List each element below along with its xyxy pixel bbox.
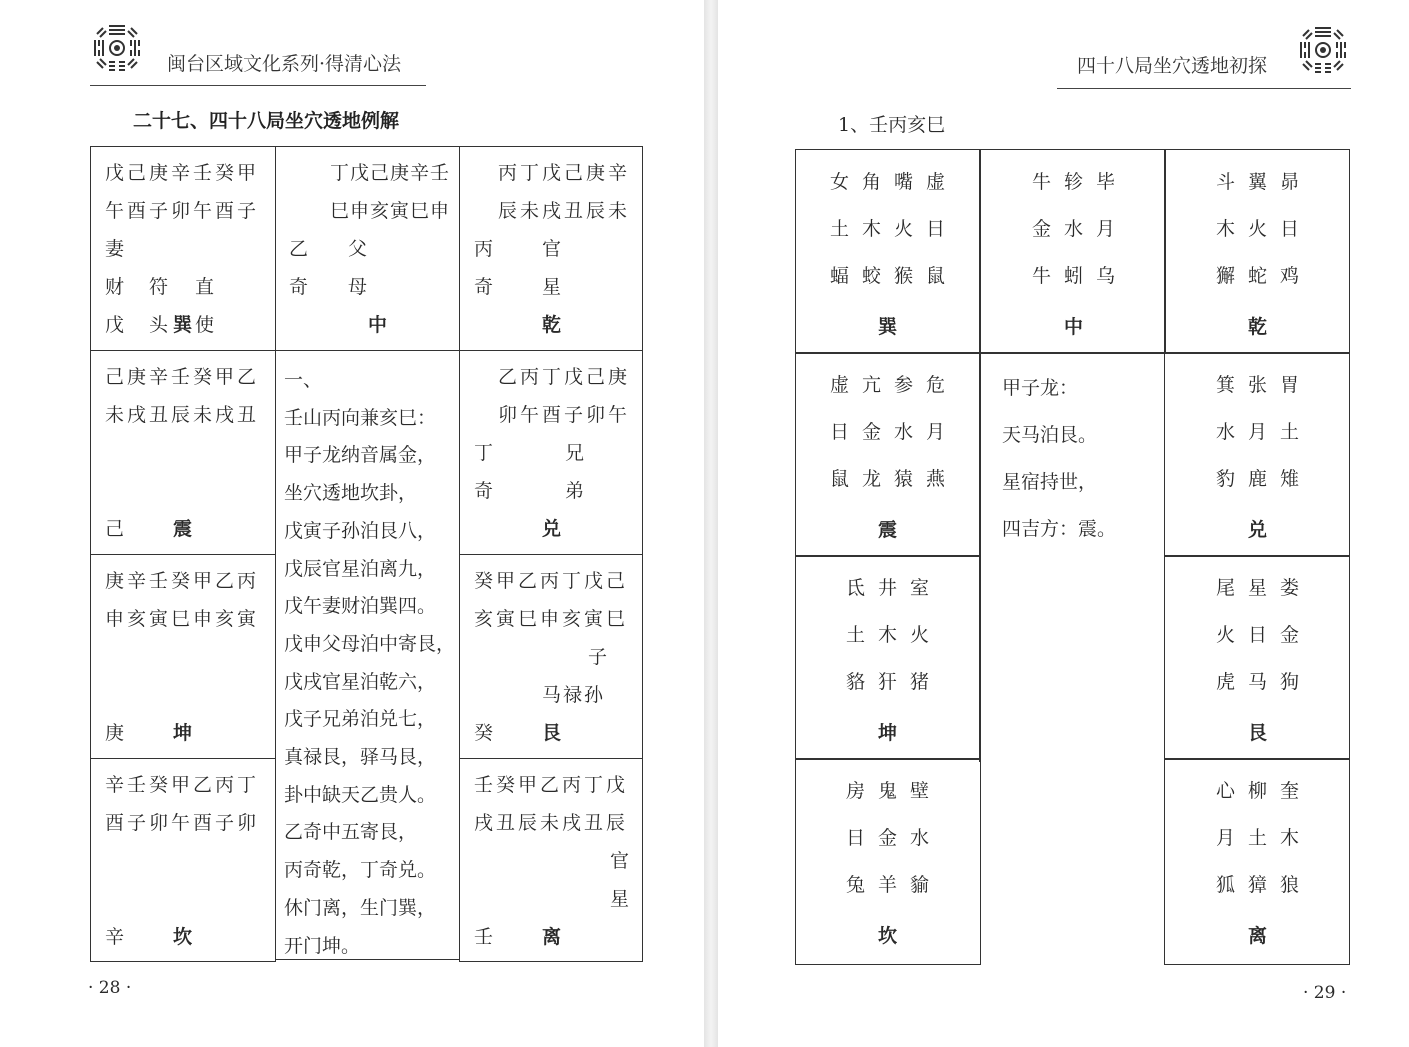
animal-label: 蚓 [1064,265,1084,287]
element-label: 土 [1248,827,1268,849]
star-label: 使 [195,314,215,336]
animal-label: 狼 [1280,874,1300,896]
element-label: 金 [878,827,898,849]
stem-label: 奇 [289,276,309,298]
relation-label: 星 [542,276,562,298]
trigram-label: 离 [1248,925,1268,947]
note-line: 真禄艮，驿马艮， [284,746,437,768]
animal-label: 乌 [1096,265,1116,287]
relation-label: 父 [348,238,368,260]
element-label: 日 [926,218,946,240]
animal-label: 牛 [1032,265,1052,287]
branch-sequence: 酉子卯午酉子卯 [105,812,260,834]
trigram-label: 震 [878,519,898,541]
stem-label: 丁 [474,442,494,464]
element-label: 土 [830,218,850,240]
element-label: 火 [1216,624,1236,646]
animal-label: 貉 [846,671,866,693]
mansion-label: 奎 [1280,780,1300,802]
section-title: 二十七、四十八局坐穴透地例解 [133,110,400,132]
branch-sequence: 申亥寅巳申亥寅 [105,608,260,630]
mansion-label: 室 [910,577,930,599]
animal-label: 猴 [894,265,914,287]
relation-label: 官 [542,238,562,260]
stem-sequence: 辛壬癸甲乙丙丁 [105,774,260,796]
book-gutter [704,0,718,1047]
relation-label: 财 [105,276,125,298]
bagua-icon [89,20,145,76]
branch-sequence: 巳申亥寅巳申 [330,200,451,222]
element-label: 水 [894,421,914,443]
relation-label: 兄 [565,442,585,464]
mansion-label: 箕 [1216,374,1236,396]
animal-label: 鸡 [1280,265,1300,287]
note-line: 休门离，生门巽， [284,896,437,919]
animal-label: 龙 [862,468,882,490]
element-label: 月 [1096,218,1116,240]
branch-sequence: 辰未戌丑辰未 [498,200,631,222]
relation-label: 弟 [565,480,585,502]
page-number: · 28 · [88,978,132,998]
element-label: 火 [910,624,930,646]
header-rule [1057,88,1351,89]
mansion-label: 亢 [862,374,882,396]
mansion-label: 井 [878,577,898,599]
animal-label: 獐 [1248,874,1268,896]
element-label: 月 [926,421,946,443]
element-label: 木 [1216,218,1236,240]
mansion-label: 虚 [926,171,946,193]
animal-label: 獬 [1216,265,1236,287]
stem-label: 乙 [289,238,309,260]
cell-kan [795,758,981,965]
trigram-label: 坎 [878,925,898,947]
cell-kun [90,554,276,759]
element-label: 月 [1248,421,1268,443]
mansion-label: 角 [862,171,882,193]
trigram-label: 坎 [173,926,193,948]
stem-label: 庚 [105,722,125,744]
stem-label: 丙 [474,238,494,260]
stem-sequence: 庚辛壬癸甲乙丙 [105,570,260,592]
mansion-label: 心 [1216,780,1236,802]
element-label: 木 [878,624,898,646]
stem-label: 己 [105,518,125,540]
note-line: 戊戌官星泊乾六， [284,670,437,693]
cell-xun [90,146,276,351]
star-label: 符 [149,276,169,298]
element-label: 水 [1064,218,1084,240]
stem-sequence: 丙丁戊己庚辛 [498,162,631,184]
running-header: 闽台区域文化系列·得清心法 [167,53,402,75]
trigram-label: 巽 [173,314,193,336]
trigram-label: 中 [368,314,388,336]
cell-kun [795,555,981,760]
animal-label: 蛟 [862,265,882,287]
note-line: 戊午妻财泊巽四。 [284,595,437,618]
note-line: 乙奇中五寄艮， [284,821,418,844]
stem-sequence: 己庚辛壬癸甲乙 [105,366,260,388]
branch-sequence: 未戌丑辰未戌丑 [105,404,260,426]
animal-label: 兔 [846,874,866,896]
trigram-label: 兑 [1248,519,1268,541]
note-line: 甲子龙： [1002,377,1079,399]
element-label: 火 [894,218,914,240]
mansion-label: 毕 [1096,171,1116,193]
cell-qian [459,146,643,351]
mansion-label: 房 [846,780,866,802]
cell-gen [459,554,643,759]
mansion-label: 胃 [1280,374,1300,396]
stem-label: 奇 [474,480,494,502]
note-line: 四吉方：震。 [1002,518,1117,540]
animal-label: 猿 [894,468,914,490]
trigram-label: 巽 [878,316,898,338]
trigram-label: 坤 [173,722,193,744]
animal-label: 雉 [1280,468,1300,490]
animal-label: 虎 [1216,671,1236,693]
note-line: 丙奇乾，丁奇兑。 [284,859,437,882]
mansion-label: 星 [1248,577,1268,599]
branch-sequence: 亥寅巳申亥寅巳 [474,608,629,630]
animal-label: 蝠 [830,265,850,287]
trigram-label: 中 [1064,316,1084,338]
cell-zhen [795,352,981,557]
element-label: 金 [1280,624,1300,646]
mansion-label: 危 [926,374,946,396]
element-label: 水 [1216,421,1236,443]
element-label: 金 [862,421,882,443]
animal-label: 羊 [878,874,898,896]
element-label: 日 [1248,624,1268,646]
trigram-label: 乾 [1248,316,1268,338]
note-line: 戊申父母泊中寄艮， [284,632,456,655]
stem-sequence: 乙丙丁戊己庚 [498,366,631,388]
cell-kan [90,758,276,962]
mansion-label: 张 [1248,374,1268,396]
stem-sequence: 壬癸甲乙丙丁戊 [474,774,629,796]
note-line: 戊子兄弟泊兑七， [284,708,437,731]
relation-label: 妻 [105,238,125,260]
mansion-label: 昴 [1280,171,1300,193]
star-label: 直 [195,276,215,298]
mansion-label: 娄 [1280,577,1300,599]
trigram-label: 乾 [542,314,562,336]
animal-label: 鼠 [926,265,946,287]
trigram-label: 坤 [878,722,898,744]
trigram-label: 兑 [542,518,562,540]
branch-sequence: 卯午酉子卯午 [498,404,631,426]
cell-middle-notes [979,352,1165,762]
animal-label: 豹 [1216,468,1236,490]
star-label: 马禄孙 [542,684,606,706]
trigram-label: 艮 [1248,722,1268,744]
stem-label: 壬 [474,926,494,948]
note-line: 戊辰官星泊离九， [284,557,437,580]
note-line: 甲子龙纳音属金， [284,444,437,467]
note-line: 星宿持世， [1002,471,1098,493]
stem-label: 癸 [474,722,494,744]
cell-qian [1164,149,1350,354]
mansion-label: 鬼 [878,780,898,802]
animal-label: 貐 [910,874,930,896]
cell-zhen [90,350,276,555]
cell-li [459,758,643,962]
element-label: 水 [910,827,930,849]
element-label: 日 [830,421,850,443]
mansion-label: 尾 [1216,577,1236,599]
animal-label: 狗 [1280,671,1300,693]
note-line: 壬山丙向兼亥巳： [284,406,437,429]
note-line: 一、 [284,369,323,391]
animal-label: 鼠 [830,468,850,490]
mansion-label: 牛 [1032,171,1052,193]
mansion-label: 轸 [1064,171,1084,193]
element-label: 金 [1032,218,1052,240]
cell-zhong [979,149,1166,354]
animal-label: 鹿 [1248,468,1268,490]
mansion-label: 氐 [846,577,866,599]
relation-label: 官 [610,850,630,872]
animal-label: 马 [1248,671,1268,693]
mansion-label: 女 [830,171,850,193]
animal-label: 燕 [926,468,946,490]
cell-gen [1164,555,1350,760]
sub-title: 1、壬丙亥巳 [838,114,946,136]
stem-label: 辛 [105,926,125,948]
element-label: 土 [1280,421,1300,443]
note-line: 天马泊艮。 [1002,424,1098,446]
cell-dui [1164,352,1350,557]
element-label: 木 [1280,827,1300,849]
trigram-label: 震 [173,518,193,540]
animal-label: 蛇 [1248,265,1268,287]
note-line: 戊寅子孙泊艮八， [284,519,437,542]
bagua-icon [1295,22,1351,78]
stem-sequence: 戊己庚辛壬癸甲 [105,162,260,184]
animal-label: 猪 [910,671,930,693]
trigram-label: 艮 [542,722,562,744]
header-rule [90,85,426,86]
stem-sequence: 丁戊己庚辛壬 [330,162,451,184]
relation-label: 母 [348,276,368,298]
cell-xun [795,149,981,354]
stem-label: 奇 [474,276,494,298]
branch-sequence: 午酉子卯午酉子 [105,200,260,222]
trigram-label: 离 [542,926,562,948]
star-label: 头 [149,314,169,336]
mansion-label: 柳 [1248,780,1268,802]
cell-middle-notes [275,350,460,960]
note-line: 开门坤。 [284,934,361,957]
element-label: 月 [1216,827,1236,849]
running-header: 四十八局坐穴透地初探 [1077,55,1268,77]
mansion-label: 壁 [910,780,930,802]
element-label: 火 [1248,218,1268,240]
mansion-label: 嘴 [894,171,914,193]
stem-label: 戊 [105,314,125,336]
element-label: 土 [846,624,866,646]
relation-label: 子 [588,646,608,668]
mansion-label: 虚 [830,374,850,396]
note-line: 坐穴透地坎卦， [284,482,418,505]
cell-dui [459,350,643,555]
animal-label: 狐 [1216,874,1236,896]
page-number: · 29 · [1303,983,1347,1003]
mansion-label: 参 [894,374,914,396]
element-label: 日 [846,827,866,849]
cell-li [1164,758,1350,965]
mansion-label: 翼 [1248,171,1268,193]
note-line: 卦中缺天乙贵人。 [284,783,437,806]
cell-zhong [275,146,460,351]
relation-label: 星 [610,888,630,910]
animal-label: 犴 [878,671,898,693]
stem-sequence: 癸甲乙丙丁戊己 [474,570,629,592]
mansion-label: 斗 [1216,171,1236,193]
element-label: 木 [862,218,882,240]
branch-sequence: 戌丑辰未戌丑辰 [474,812,629,834]
element-label: 日 [1280,218,1300,240]
